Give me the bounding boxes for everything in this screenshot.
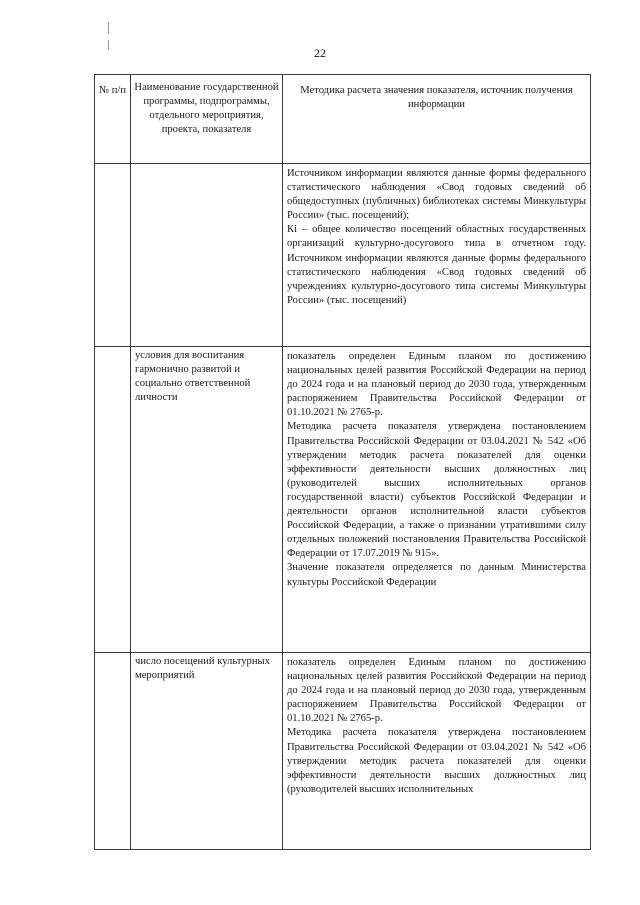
- method-paragraph: показатель определен Единым планом по достижению национальных целей развития Российской Федерации на период до 2024 года и на плановый период до 2030 года, утвержденным распоряжением Правительства Российской Федерации от 01.10.2021 № 2765-р.: [287, 657, 586, 725]
- row-name-cell: число посещений культурных мероприятий: [131, 653, 283, 850]
- method-paragraph: Кi – общее количество посещений областных государственных организаций культурно-досугового типа в отчетном году. Источником информации являются данные формы федерального статистического наблюдения «Свод годовых сведений об учреждениях культурно-досугового типа системы Минкультуры России» (тыс. посещений): [287, 224, 586, 306]
- row-number-cell: [95, 653, 131, 850]
- row-method-cell: [283, 653, 591, 850]
- method-paragraph: Источником информации являются данные формы федерального статистического наблюдения «Свод годовых сведений об общедоступных (публичных) библиотеках системы Минкультуры России» (тыс. посещений);: [287, 168, 586, 222]
- indicator-table: [94, 74, 591, 850]
- row-name-cell: [131, 164, 283, 347]
- table-row: [95, 653, 591, 850]
- table-row: [95, 164, 591, 347]
- method-paragraph: Значение показателя определяется по данным Министерства культуры Российской Федерации: [287, 562, 586, 588]
- row-name-cell: условия для воспитания гармонично развитой и социально ответственной личности: [131, 347, 283, 653]
- table-header-row: [95, 75, 591, 164]
- scan-mark: [108, 22, 109, 34]
- method-paragraph: Методика расчета показателя утверждена постановлением Правительства Российской Федерации от 03.04.2021 № 542 «Об утверждении методик расчета показателей для оценки эффективности деятельности высших должностных лиц (руководителей высших исполнительных органов государственной власти) субъектов Российской Федерации и деятельности органов исполнительной власти субъектов Российской Федерации, а также о признании утратившими силу отдельных положений постановления Правительства Российской Федерации от 17.07.2019 № 915».: [287, 421, 586, 560]
- header-method: Методика расчета значения показателя, источник получения информации: [283, 75, 591, 164]
- row-number-cell: [95, 164, 131, 347]
- row-method-cell: [283, 347, 591, 653]
- row-number-cell: [95, 347, 131, 653]
- method-paragraph: показатель определен Единым планом по достижению национальных целей развития Российской Федерации на период до 2024 года и на плановый период до 2030 года, утвержденным распоряжением Правительства Российской Федерации от 01.10.2021 № 2765-р.: [287, 351, 586, 419]
- header-name: Наименование государственной программы, подпрограммы, отдельного мероприятия, проекта, показателя: [131, 75, 283, 164]
- table-row: [95, 347, 591, 653]
- row-method-cell: [283, 164, 591, 347]
- method-paragraph: Методика расчета показателя утверждена постановлением Правительства Российской Федерации от 03.04.2021 № 542 «Об утверждении методик расчета показателей для оценки эффективности деятельности высших должностных лиц (руководителей высших исполнительных: [287, 727, 586, 795]
- page-number: 22: [314, 46, 326, 60]
- header-number: № п/п: [95, 75, 131, 164]
